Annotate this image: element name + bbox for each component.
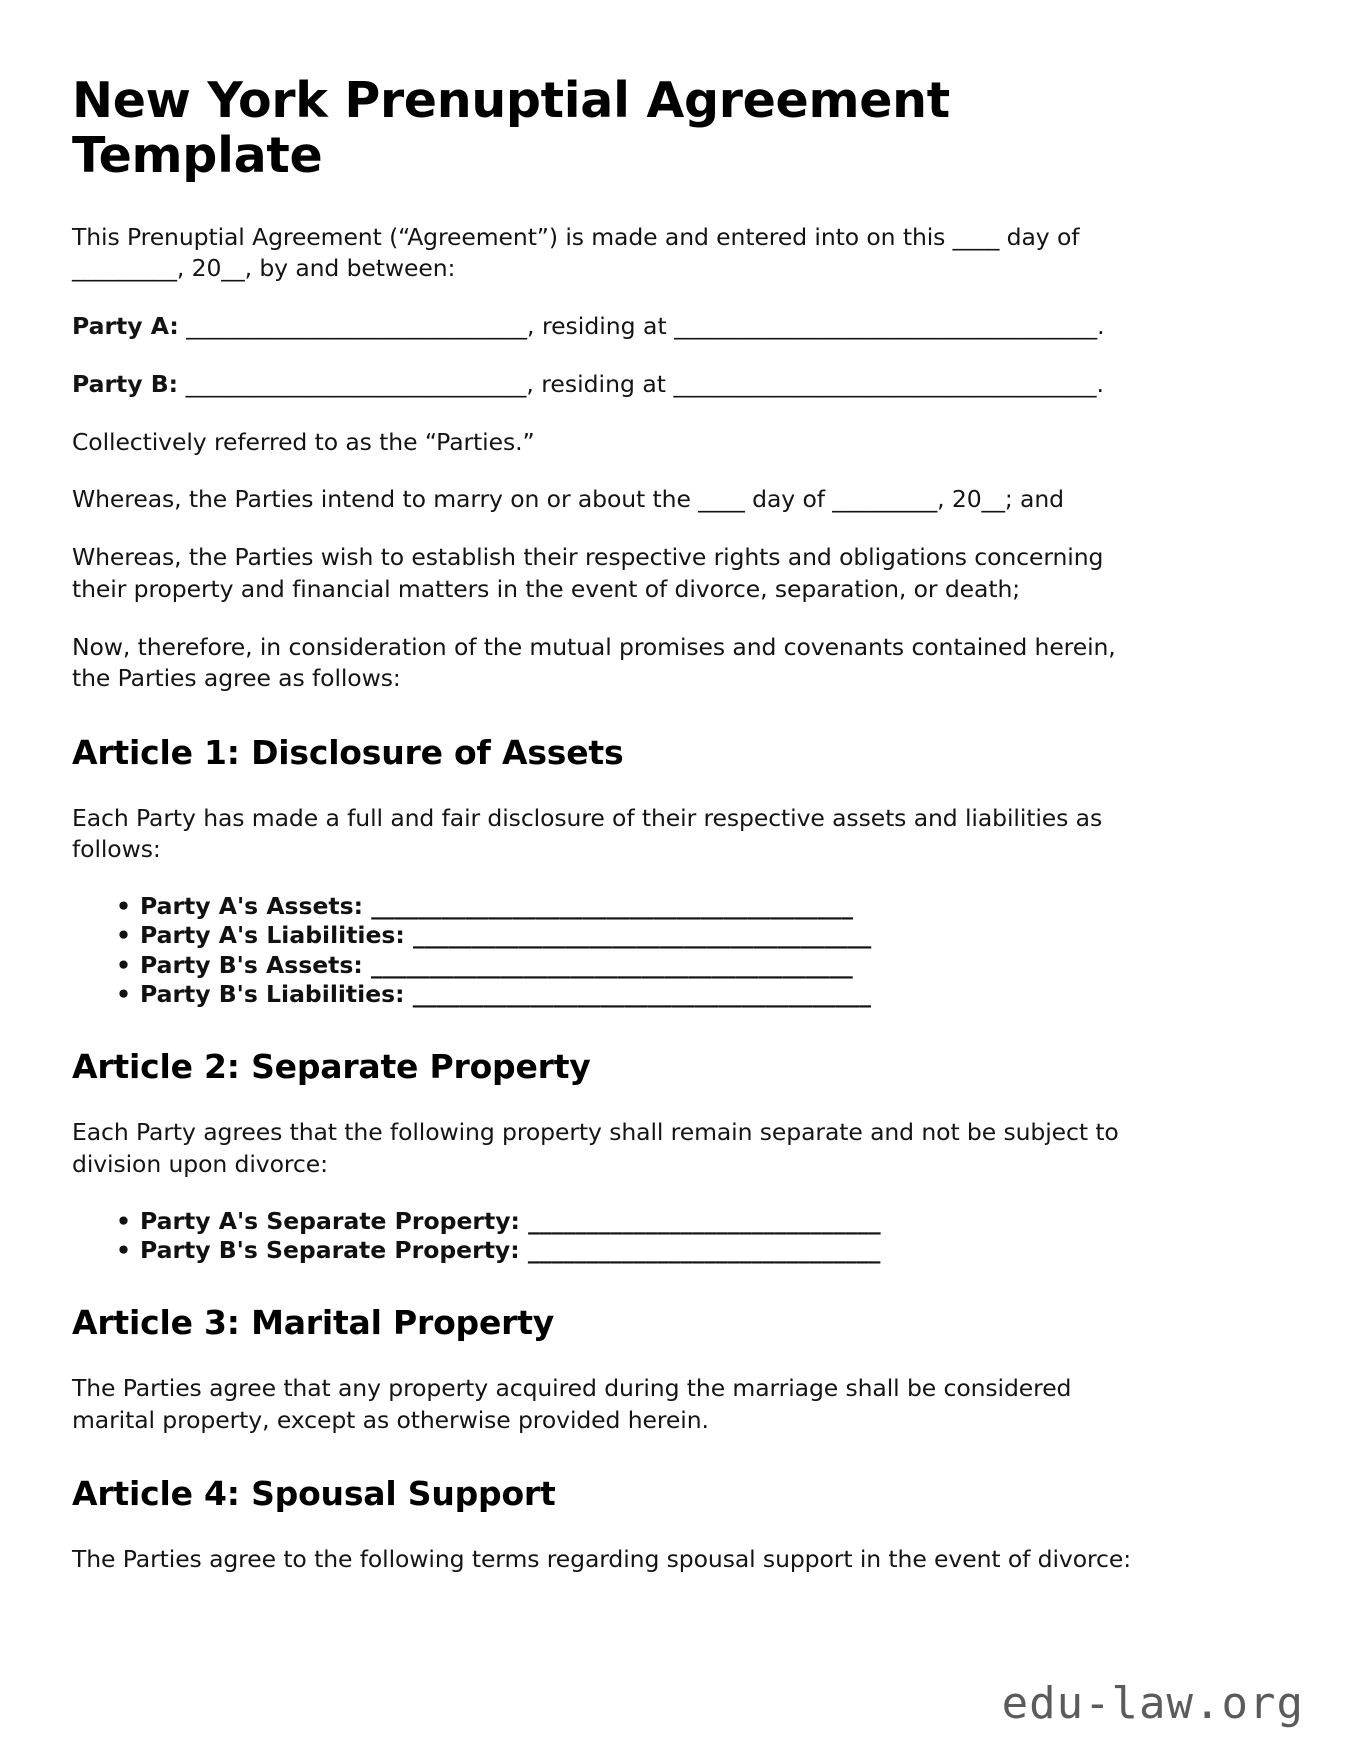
- article-1-body: Each Party has made a full and fair disclosure of their respective assets and liabilities as follows:: [72, 803, 1103, 864]
- list-item-label: Party A's Separate Property: ______________________________: [140, 1206, 881, 1235]
- bullet-icon: •: [116, 950, 132, 979]
- bullet-icon: •: [116, 1206, 132, 1235]
- list-item: [110, 1207, 1262, 1236]
- whereas-rights-paragraph: Whereas, the Parties wish to establish their respective rights and obligations concerning their property and financial matters in the event of divorce, separation, or death;: [72, 543, 1104, 603]
- article-4-heading: Article 4: Spousal Support: [72, 1474, 556, 1514]
- party-b-blanks: _____________________________, residing at ____________________________________.: [178, 369, 1104, 398]
- site-watermark: edu-law.org: [1001, 1678, 1304, 1729]
- party-a-blanks: _____________________________, residing at ____________________________________.: [178, 312, 1105, 341]
- list-item: [110, 892, 1262, 921]
- article-2-body: Each Party agrees that the following property shall remain separate and not be subject to division upon divorce:: [72, 1118, 1119, 1178]
- list-item-label: Party B's Assets: _________________________________________: [140, 950, 853, 979]
- party-b-label: Party B:: [72, 369, 179, 398]
- now-therefore-paragraph: Now, therefore, in consideration of the mutual promises and covenants contained herein, the Parties agree as follows:: [72, 632, 1116, 693]
- bullet-icon: •: [116, 921, 132, 950]
- article-2-heading: Article 2: Separate Property: [72, 1047, 591, 1087]
- list-item-label: Party B's Separate Property: ______________________________: [140, 1235, 881, 1264]
- list-item: [110, 980, 1262, 1009]
- article-2-list: [72, 1207, 1262, 1266]
- list-item-label: Party B's Liabilities: _______________________________________: [140, 980, 871, 1009]
- article-3-body: The Parties agree that any property acquired during the marriage shall be considered marital property, except as otherwise provided herein.: [72, 1373, 1072, 1434]
- party-a-label: Party A:: [72, 312, 179, 341]
- article-1-list: [72, 892, 1262, 1010]
- article-1-heading: Article 1: Disclosure of Assets: [72, 732, 624, 772]
- bullet-icon: •: [116, 891, 132, 920]
- list-item: [110, 921, 1262, 950]
- list-item: [110, 1236, 1262, 1265]
- bullet-icon: •: [116, 980, 132, 1009]
- list-item-label: Party A's Liabilities: _______________________________________: [140, 921, 872, 950]
- article-3-heading: Article 3: Marital Property: [72, 1303, 555, 1343]
- page-title: New York Prenuptial Agreement Template: [72, 72, 950, 184]
- list-item-label: Party A's Assets: _________________________________________: [140, 891, 853, 920]
- list-item: [110, 951, 1262, 980]
- bullet-icon: •: [116, 1235, 132, 1264]
- party-a-line: [72, 311, 1262, 343]
- intro-paragraph: This Prenuptial Agreement (“Agreement”) is made and entered into on this ____ day of _________, 20__, by and between:: [72, 222, 1080, 283]
- article-4-body: The Parties agree to the following terms regarding spousal support in the event of divorce:: [72, 1544, 1132, 1573]
- party-b-line: [72, 369, 1262, 401]
- whereas-marry-paragraph: Whereas, the Parties intend to marry on or about the ____ day of _________, 20__; and: [72, 485, 1064, 514]
- collectively-paragraph: Collectively referred to as the “Parties.”: [72, 427, 535, 456]
